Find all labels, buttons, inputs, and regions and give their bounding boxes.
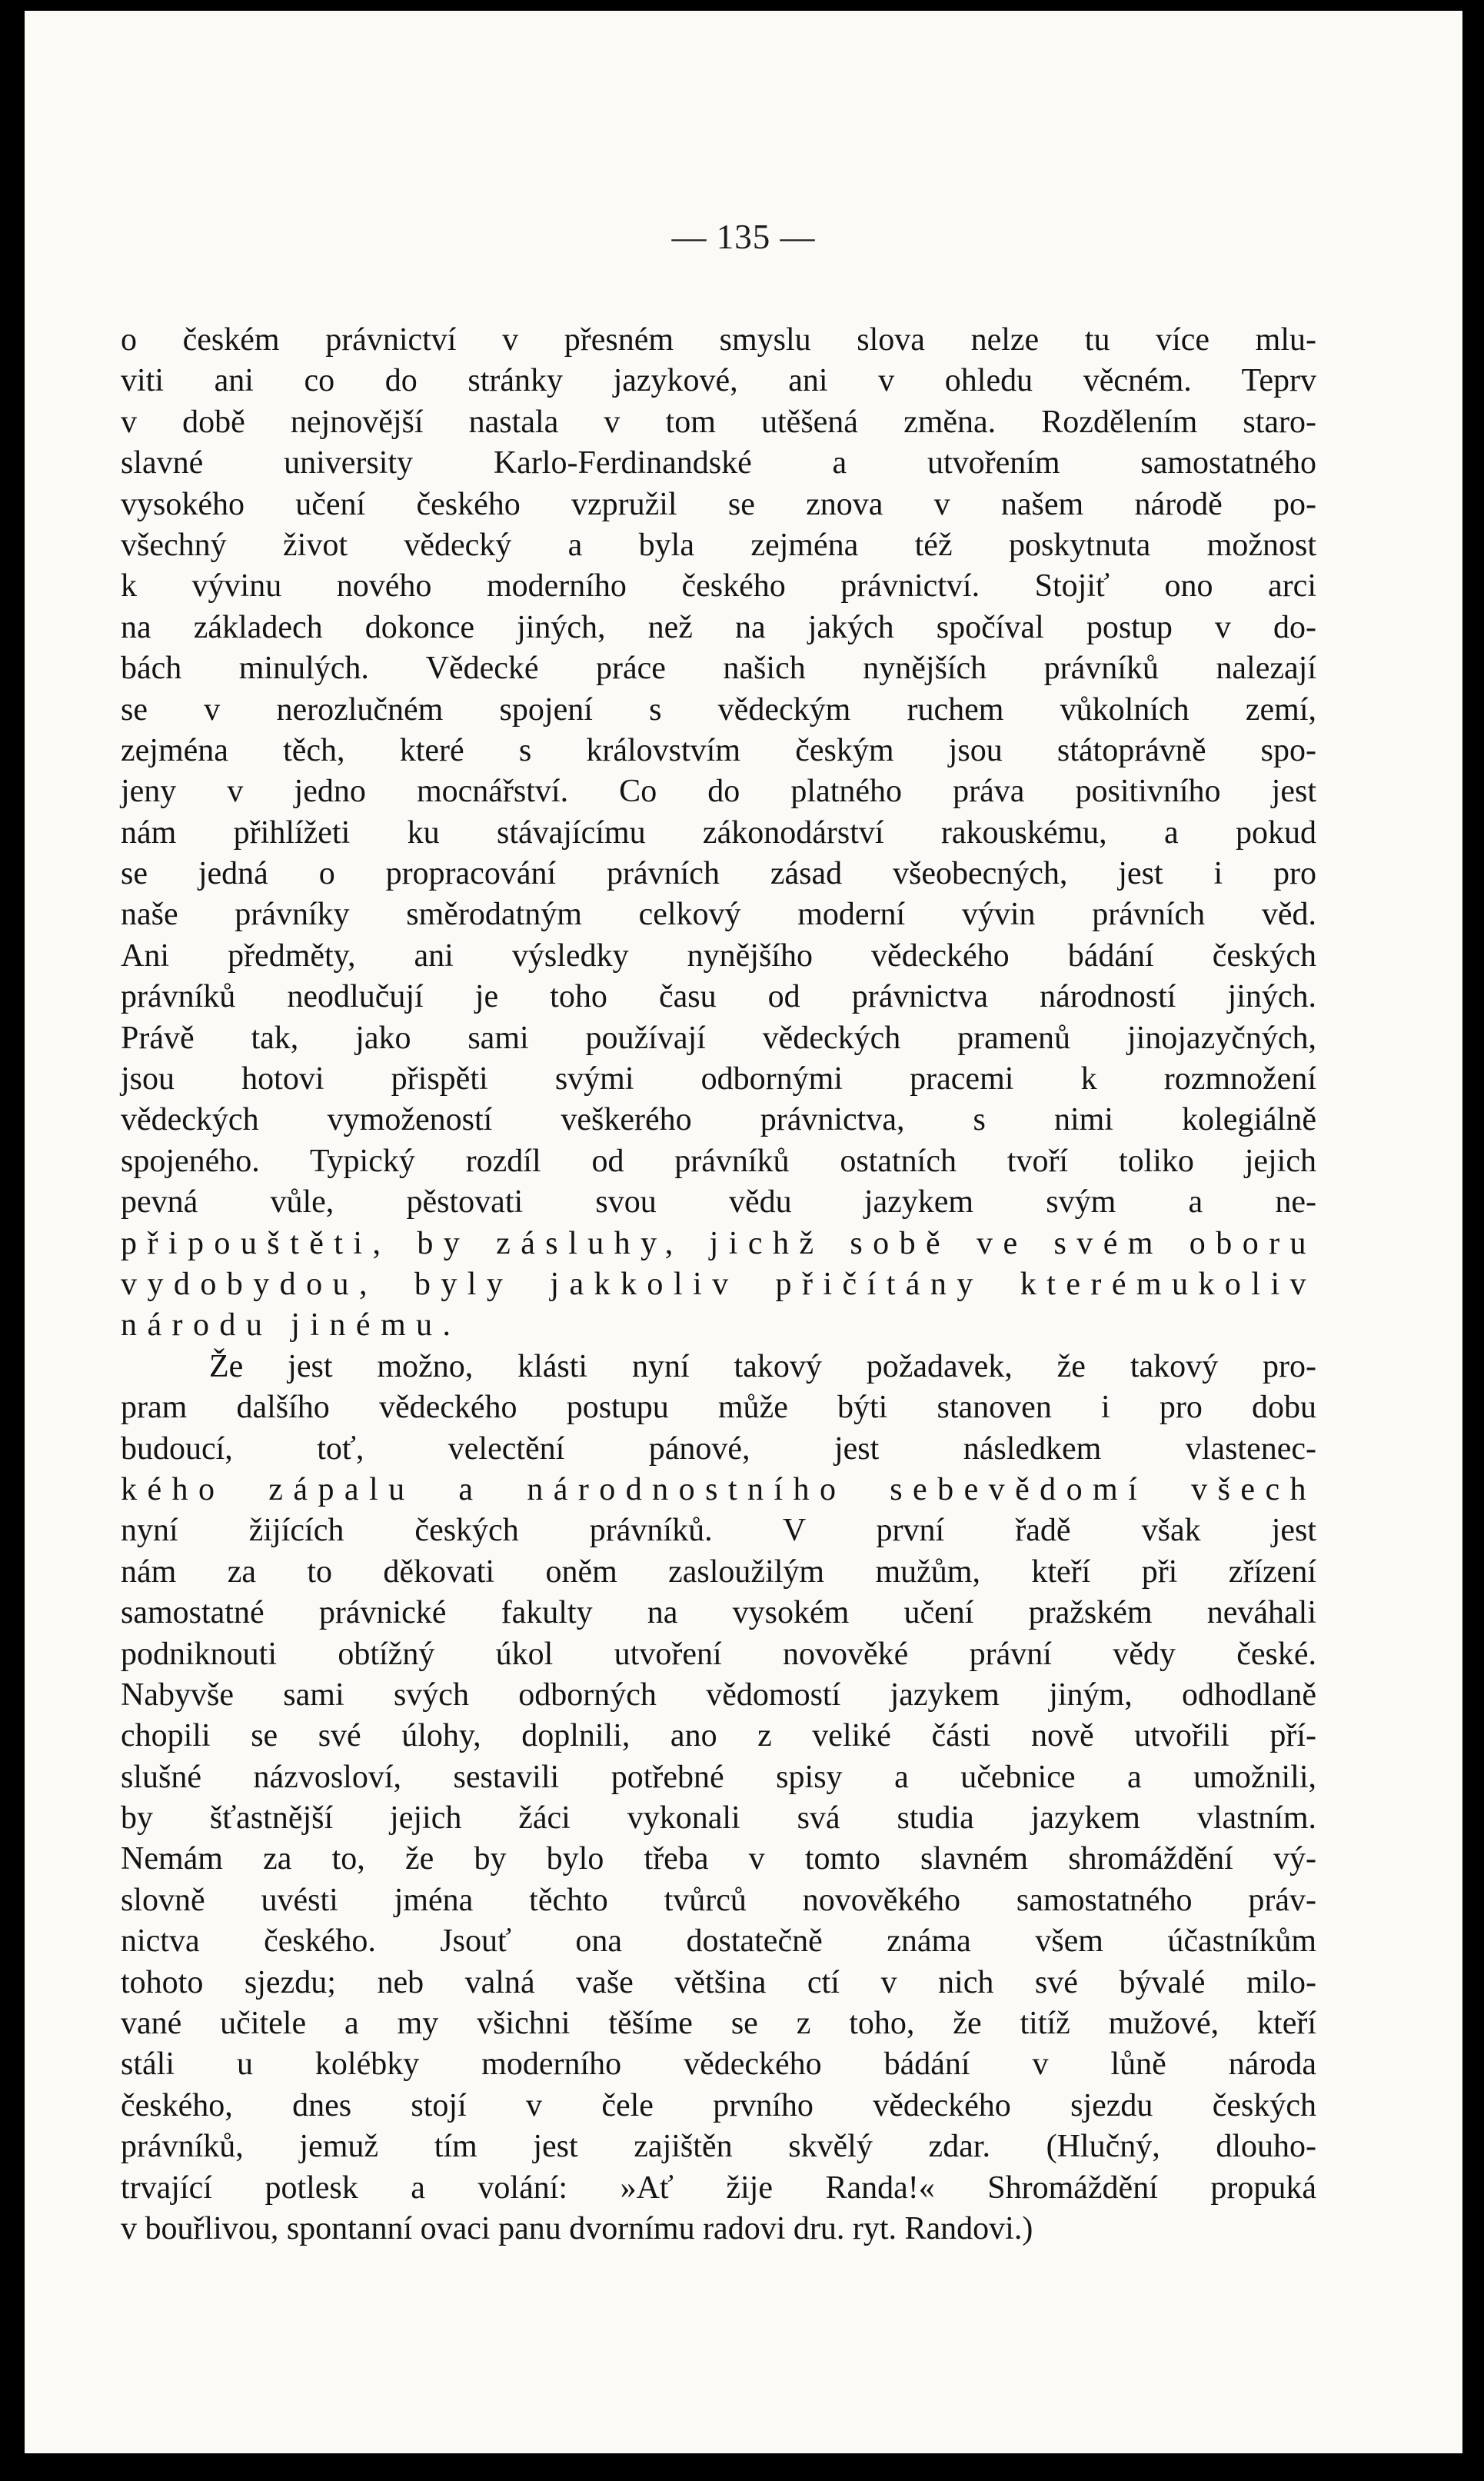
text-line: chopili se své úlohy, doplnili, ano z veliké části nově utvořili pří-	[121, 1718, 1316, 1754]
book-page	[25, 11, 1462, 2453]
text-line: budoucí, toť, velectění pánové, jest následkem vlastenec-	[121, 1430, 1316, 1467]
text-line: stáli u kolébky moderního vědeckého bádání v lůně národa	[121, 2046, 1316, 2083]
text-line: slovně uvésti jména těchto tvůrců novověkého samostatného práv-	[121, 1882, 1316, 1918]
text-line: na základech dokonce jiných, než na jakých spočíval postup v do-	[121, 609, 1316, 645]
text-line: podniknouti obtížný úkol utvoření novověké právní vědy české.	[121, 1636, 1316, 1672]
text-line-spaced: kého zápalu a národnostního sebevědomí všech	[121, 1471, 1316, 1507]
text-line: Nabyvše sami svých odborných vědomostí jazykem jiným, odhodlaně	[121, 1677, 1316, 1713]
text-line: zejména těch, které s královstvím českým jsou státoprávně spo-	[121, 732, 1316, 768]
text-line: vané učitele a my všichni těšíme se z toho, že titíž mužové, kteří	[121, 2006, 1316, 2042]
text-line-spaced: připouštěti, by zásluhy, jichž sobě ve svém oboru	[121, 1225, 1316, 1261]
text-line: v době nejnovější nastala v tom utěšená změna. Rozdělením staro-	[121, 404, 1316, 440]
text-line: naše právníky směrodatným celkový moderní vývin právních věd.	[121, 897, 1316, 933]
paragraph-end-line: národu jinému.	[121, 1307, 461, 1344]
text-line: k vývinu nového moderního českého právnictví. Stojiť ono arci	[121, 568, 1316, 604]
text-line: Právě tak, jako sami používají vědeckých pramenů jinojazyčných,	[121, 1020, 1316, 1056]
text-line-spaced: nyní žijících českých právníků. V první řadě však jest	[121, 1513, 1316, 1549]
text-line: právníků neodlučují je toho času od právnictva národností jiných.	[121, 979, 1316, 1015]
paragraph-start-line: Že jest možno, klásti nyní takový požadavek, že takový pro-	[209, 1348, 1316, 1384]
text-line: tohoto sjezdu; neb valná vaše většina ctí v nich své bývalé milo-	[121, 1964, 1316, 2000]
text-line: Ani předměty, ani výsledky nynějšího vědeckého bádání českých	[121, 937, 1316, 974]
text-line: právníků, jemuž tím jest zajištěn skvělý zdar. (Hlučný, dlouho-	[121, 2129, 1316, 2165]
text-line: jeny v jedno mocnářství. Co do platného práva positivního jest	[121, 774, 1316, 810]
paragraph-end-line: v bouřlivou, spontanní ovaci panu dvornímu radovi dru. ryt. Randovi.)	[121, 2210, 1033, 2246]
text-line: vědeckých vymožeností veškerého právnictva, s nimi kolegiálně	[121, 1102, 1316, 1138]
text-line: nám přihlížeti ku stávajícímu zákonodárství rakouskému, a pokud	[121, 814, 1316, 851]
text-line: bách minulých. Vědecké práce našich nynějších právníků nalezají	[121, 651, 1316, 687]
text-line: nictva českého. Jsouť ona dostatečně známa všem účastníkům	[121, 1923, 1316, 1960]
text-line: nám za to děkovati oněm zasloužilým mužům, kteří při zřízení	[121, 1554, 1316, 1590]
page-number: — 135 —	[671, 218, 816, 256]
text-line-spaced: vydobydou, byly jakkoliv přičítány kterémukoliv	[121, 1266, 1316, 1302]
text-line: českého, dnes stojí v čele prvního vědeckého sjezdu českých	[121, 2087, 1316, 2123]
text-line: Nemám za to, že by bylo třeba v tomto slavném shromáždění vý-	[121, 1841, 1316, 1877]
body-text	[121, 320, 1316, 2250]
text-line: viti ani co do stránky jazykové, ani v ohledu věcném. Teprv	[121, 363, 1316, 399]
text-line: by šťastnější jejich žáci vykonali svá studia jazykem vlastním.	[121, 1800, 1316, 1837]
text-line: trvající potlesk a volání: »Ať žije Randa!« Shromáždění propuká	[121, 2170, 1316, 2206]
text-line-spaced: pevná vůle, pěstovati svou vědu jazykem svým a ne-	[121, 1184, 1316, 1221]
text-line: všechný život vědecký a byla zejména též poskytnuta možnost	[121, 527, 1316, 563]
text-line: slušné názvosloví, sestavili potřebné spisy a učebnice a umožnili,	[121, 1759, 1316, 1795]
text-line: slavné university Karlo-Ferdinandské a utvořením samostatného	[121, 445, 1316, 481]
text-line: se jedná o propracování právních zásad všeobecných, jest i pro	[121, 856, 1316, 892]
text-line: se v nerozlučném spojení s vědeckým ruchem vůkolních zemí,	[121, 691, 1316, 728]
text-line: pram dalšího vědeckého postupu může býti stanoven i pro dobu	[121, 1390, 1316, 1426]
text-line: jsou hotovi přispěti svými odbornými pracemi k rozmnožení	[121, 1061, 1316, 1097]
text-line: vysokého učení českého vzpružil se znova v našem národě po-	[121, 486, 1316, 522]
text-line: spojeného. Typický rozdíl od právníků ostatních tvoří toliko jejich	[121, 1143, 1316, 1179]
text-line: samostatné právnické fakulty na vysokém učení pražském neváhali	[121, 1595, 1316, 1631]
text-line: o českém právnictví v přesném smyslu slova nelze tu více mlu-	[121, 322, 1316, 358]
